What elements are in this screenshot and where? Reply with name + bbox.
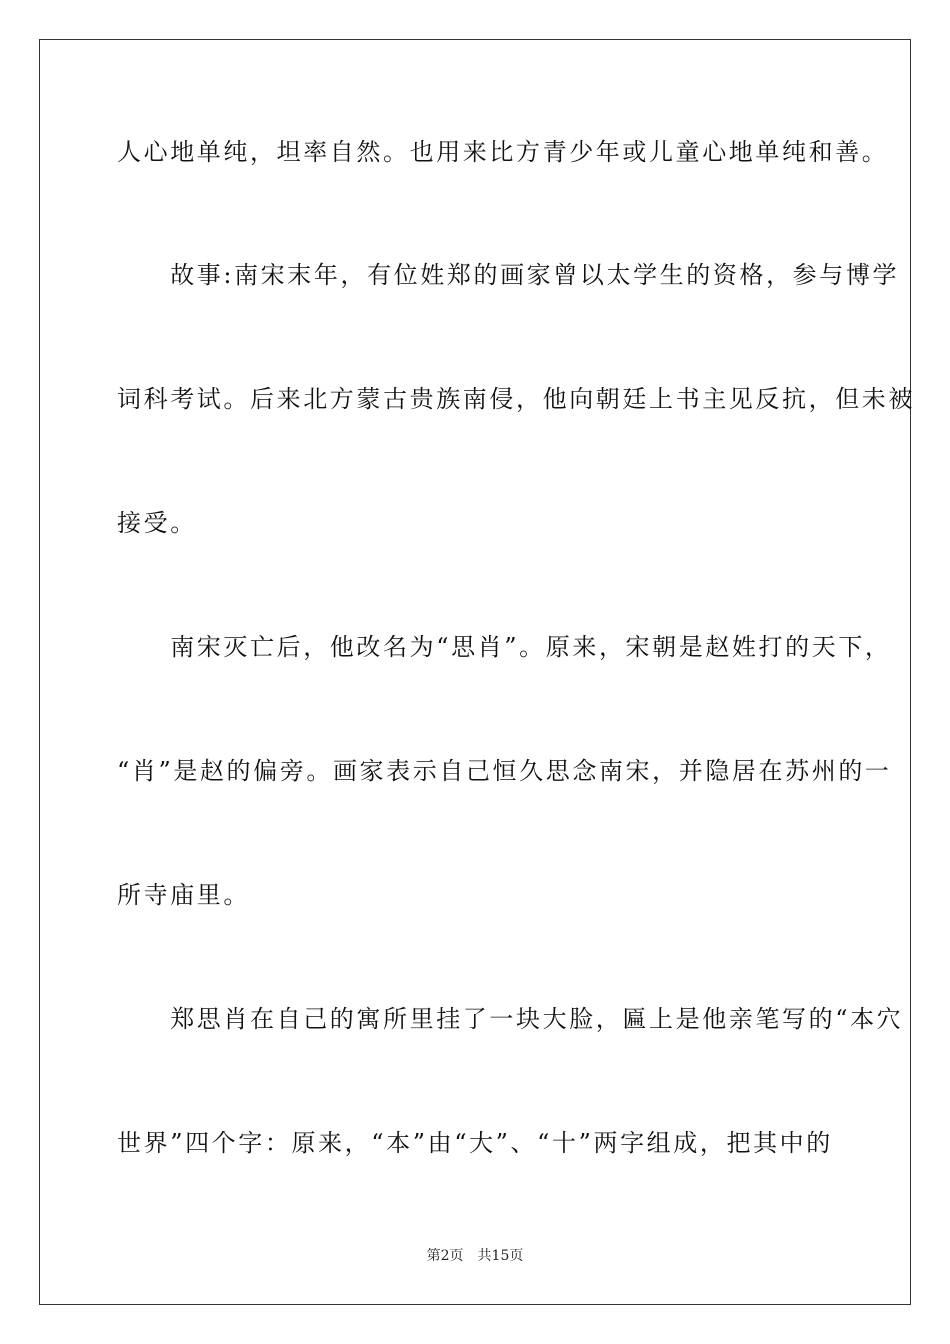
total-pages: 共15页 (477, 1248, 524, 1264)
text-line: 世界”四个字：原来，“本”由“大”、“十”两字组成，把其中的 (117, 1129, 833, 1157)
text-line: 人心地单纯，坦率自然。也用来比方青少年或儿童心地单纯和善。 (117, 138, 889, 166)
page-number: 第2页 (426, 1248, 464, 1264)
page-footer (0, 1246, 950, 1266)
text-line: 南宋灭亡后，他改名为“思肖”。原来，宋朝是赵姓打的天下， (117, 633, 892, 661)
text-line: 故事:南宋末年，有位姓郑的画家曾以太学生的资格，参与博学 (117, 261, 900, 289)
text-line: 词科考试。后来北方蒙古贵族南侵，他向朝廷上书主见反抗，但未被 (117, 385, 915, 413)
text-line: “肖”是赵的偏旁。画家表示自己恒久思念南宋，并隐居在苏州的一 (117, 757, 892, 785)
text-line: 所寺庙里。 (117, 881, 250, 909)
page-border (39, 39, 915, 1305)
text-line: 接受。 (117, 509, 197, 537)
text-line: 郑思肖在自己的寓所里挂了一块大脸，匾上是他亲笔写的“本穴 (117, 1005, 904, 1033)
